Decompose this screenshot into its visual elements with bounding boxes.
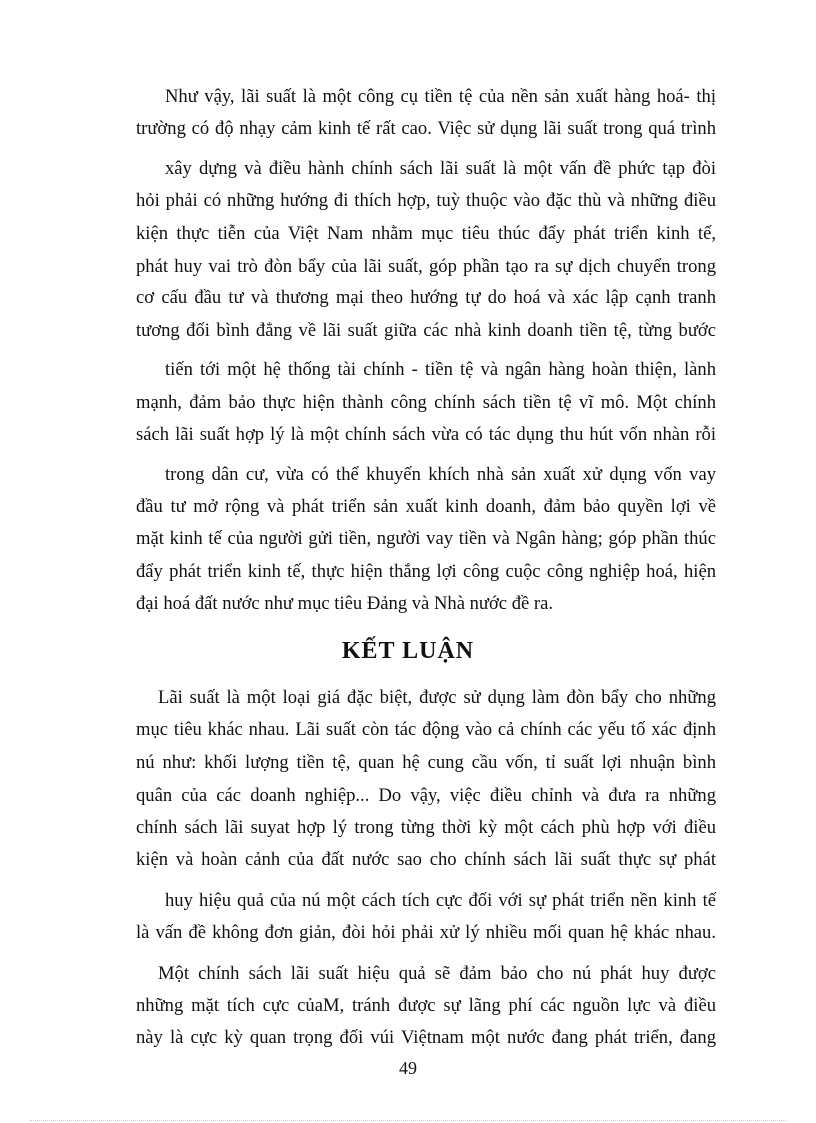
conclusion-line: quân của các doanh nghiệp... Do vậy, việc điều chỉnh và đưa ra những [136, 785, 716, 806]
conclusion-line: này là cực kỳ quan trọng đối vúi Việtnam một nước đang phát triển, đang [136, 1027, 716, 1048]
body-line: phát huy vai trò đòn bẩy của lãi suất, góp phần tạo ra sự dịch chuyển trong [136, 256, 716, 277]
body-line: cơ cấu đầu tư và thương mại theo hướng tự do hoá và xác lập cạnh tranh [136, 287, 716, 308]
conclusion-line: Một chính sách lãi suất hiệu quả sẽ đảm bảo cho nú phát huy được [158, 963, 716, 984]
body-line: tiến tới một hệ thống tài chính - tiền tệ và ngân hàng hoàn thiện, lành [165, 359, 716, 380]
body-line: trong dân cư, vừa có thể khuyến khích nhà sản xuất xử dụng vốn vay [165, 464, 716, 485]
body-line: đẩy phát triển kinh tế, thực hiện thắng lợi công cuộc công nghiệp hoá, hiện [136, 561, 716, 582]
body-line: mạnh, đảm bảo thực hiện thành công chính sách tiền tệ vĩ mô. Một chính [136, 392, 716, 413]
conclusion-line: kiện và hoàn cảnh của đất nước sao cho chính sách lãi suất thực sự phát [136, 849, 716, 870]
conclusion-line: nú như: khối lượng tiền tệ, quan hệ cung cầu vốn, tỉ suất lợi nhuận bình [136, 752, 716, 773]
page-bottom-rule [30, 1120, 786, 1121]
body-line: sách lãi suất hợp lý là một chính sách vừa có tác dụng thu hút vốn nhàn rỗi [136, 424, 716, 445]
conclusion-line: chính sách lãi suyat hợp lý trong từng thời kỳ một cách phù hợp với điều [136, 817, 716, 838]
body-line: Như vậy, lãi suất là một công cụ tiền tệ của nền sản xuất hàng hoá- thị [165, 86, 716, 107]
body-line: kiện thực tiễn của Việt Nam nhằm mục tiêu thúc đẩy phát triển kinh tế, [136, 223, 716, 244]
conclusion-line: là vấn đề không đơn giản, đòi hỏi phải xử lý nhiều mối quan hệ khác nhau. [136, 922, 716, 943]
body-line: mặt kinh tế của người gửi tiền, người vay tiền và Ngân hàng; góp phần thúc [136, 528, 716, 549]
conclusion-line: những mặt tích cực củaM, tránh được sự lãng phí các nguồn lực và điều [136, 995, 716, 1016]
body-line: xây dựng và điều hành chính sách lãi suất là một vấn đề phức tạp đòi [165, 158, 716, 179]
body-line: tương đối bình đẳng về lãi suất giữa các nhà kinh doanh tiền tệ, từng bước [136, 320, 716, 341]
conclusion-line: mục tiêu khác nhau. Lãi suất còn tác động vào cả chính các yếu tố xác định [136, 719, 716, 740]
body-line: hỏi phải có những hướng đi thích hợp, tuỳ thuộc vào đặc thù và những điều [136, 190, 716, 211]
conclusion-line: Lãi suất là một loại giá đặc biệt, được sử dụng làm đòn bẩy cho những [158, 687, 716, 708]
section-heading: KẾT LUẬN [341, 638, 475, 664]
body-line: đại hoá đất nước như mục tiêu Đảng và Nhà nước đề ra. [136, 593, 553, 614]
body-line: trường có độ nhạy cảm kinh tế rất cao. Việc sử dụng lãi suất trong quá trình [136, 118, 716, 139]
conclusion-line: huy hiệu quả của nú một cách tích cực đối với sự phát triển nền kinh tế [165, 890, 716, 911]
body-line: đầu tư mở rộng và phát triển sản xuất kinh doanh, đảm bảo quyền lợi về [136, 496, 716, 517]
page-number: 49 [399, 1058, 417, 1078]
